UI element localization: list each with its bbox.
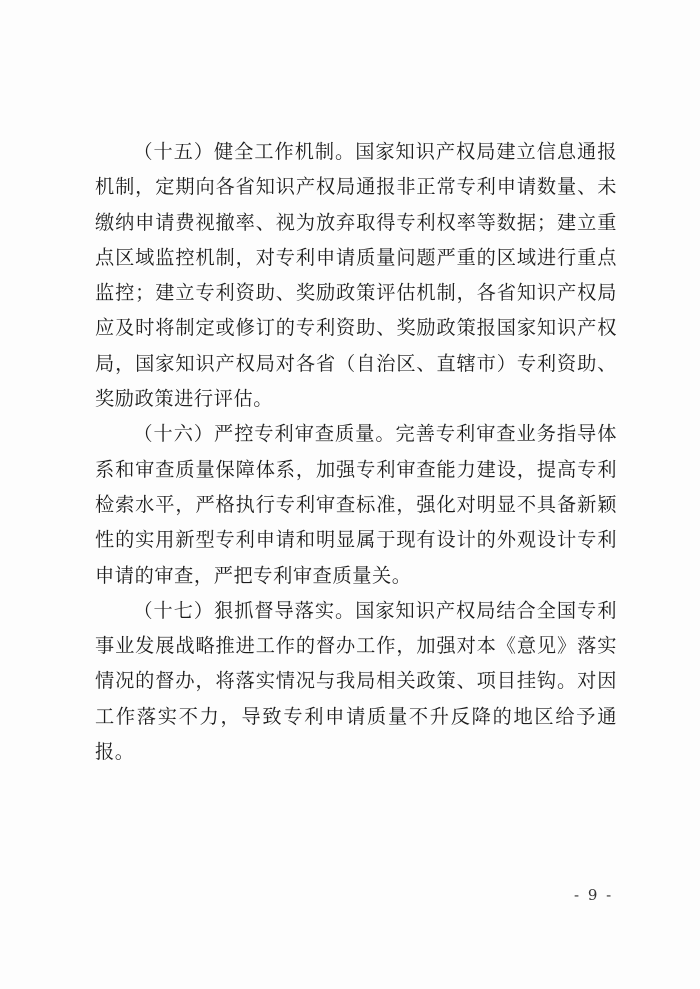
document-body xyxy=(95,134,617,769)
paragraph-17: （十七）狠抓督导落实。国家知识产权局结合全国专利事业发展战略推进工作的督办工作，加强对本《意见》落实情况的督办，将落实情况与我局相关政策、项目挂钩。对因工作落实不力，导致专利申请质量不升反降的地区给予通报。 xyxy=(95,598,617,764)
paragraph-16: （十六）严控专利审查质量。完善专利审查业务指导体系和审查质量保障体系，加强专利审查能力建设，提高专利检索水平，严格执行专利审查标准，强化对明显不具备新颖性的实用新型专利申请和明显属于现有设计的外观设计专利申请的审查，严把专利审查质量关。 xyxy=(95,422,617,587)
paragraph-15: （十五）健全工作机制。国家知识产权局建立信息通报机制，定期向各省知识产权局通报非正常专利申请数量、未缴纳申请费视撤率、视为放弃取得专利权率等数据；建立重点区域监控机制，对专利申请质量问题严重的区域进行重点监控；建立专利资助、奖励政策评估机制，各省知识产权局应及时将制定或修订的专利资助、奖励政策报国家知识产权局，国家知识产权局对各省（自治区、直辖市）专利资助、奖励政策进行评估。 xyxy=(95,140,617,411)
page-number: - 9 - xyxy=(574,886,614,904)
